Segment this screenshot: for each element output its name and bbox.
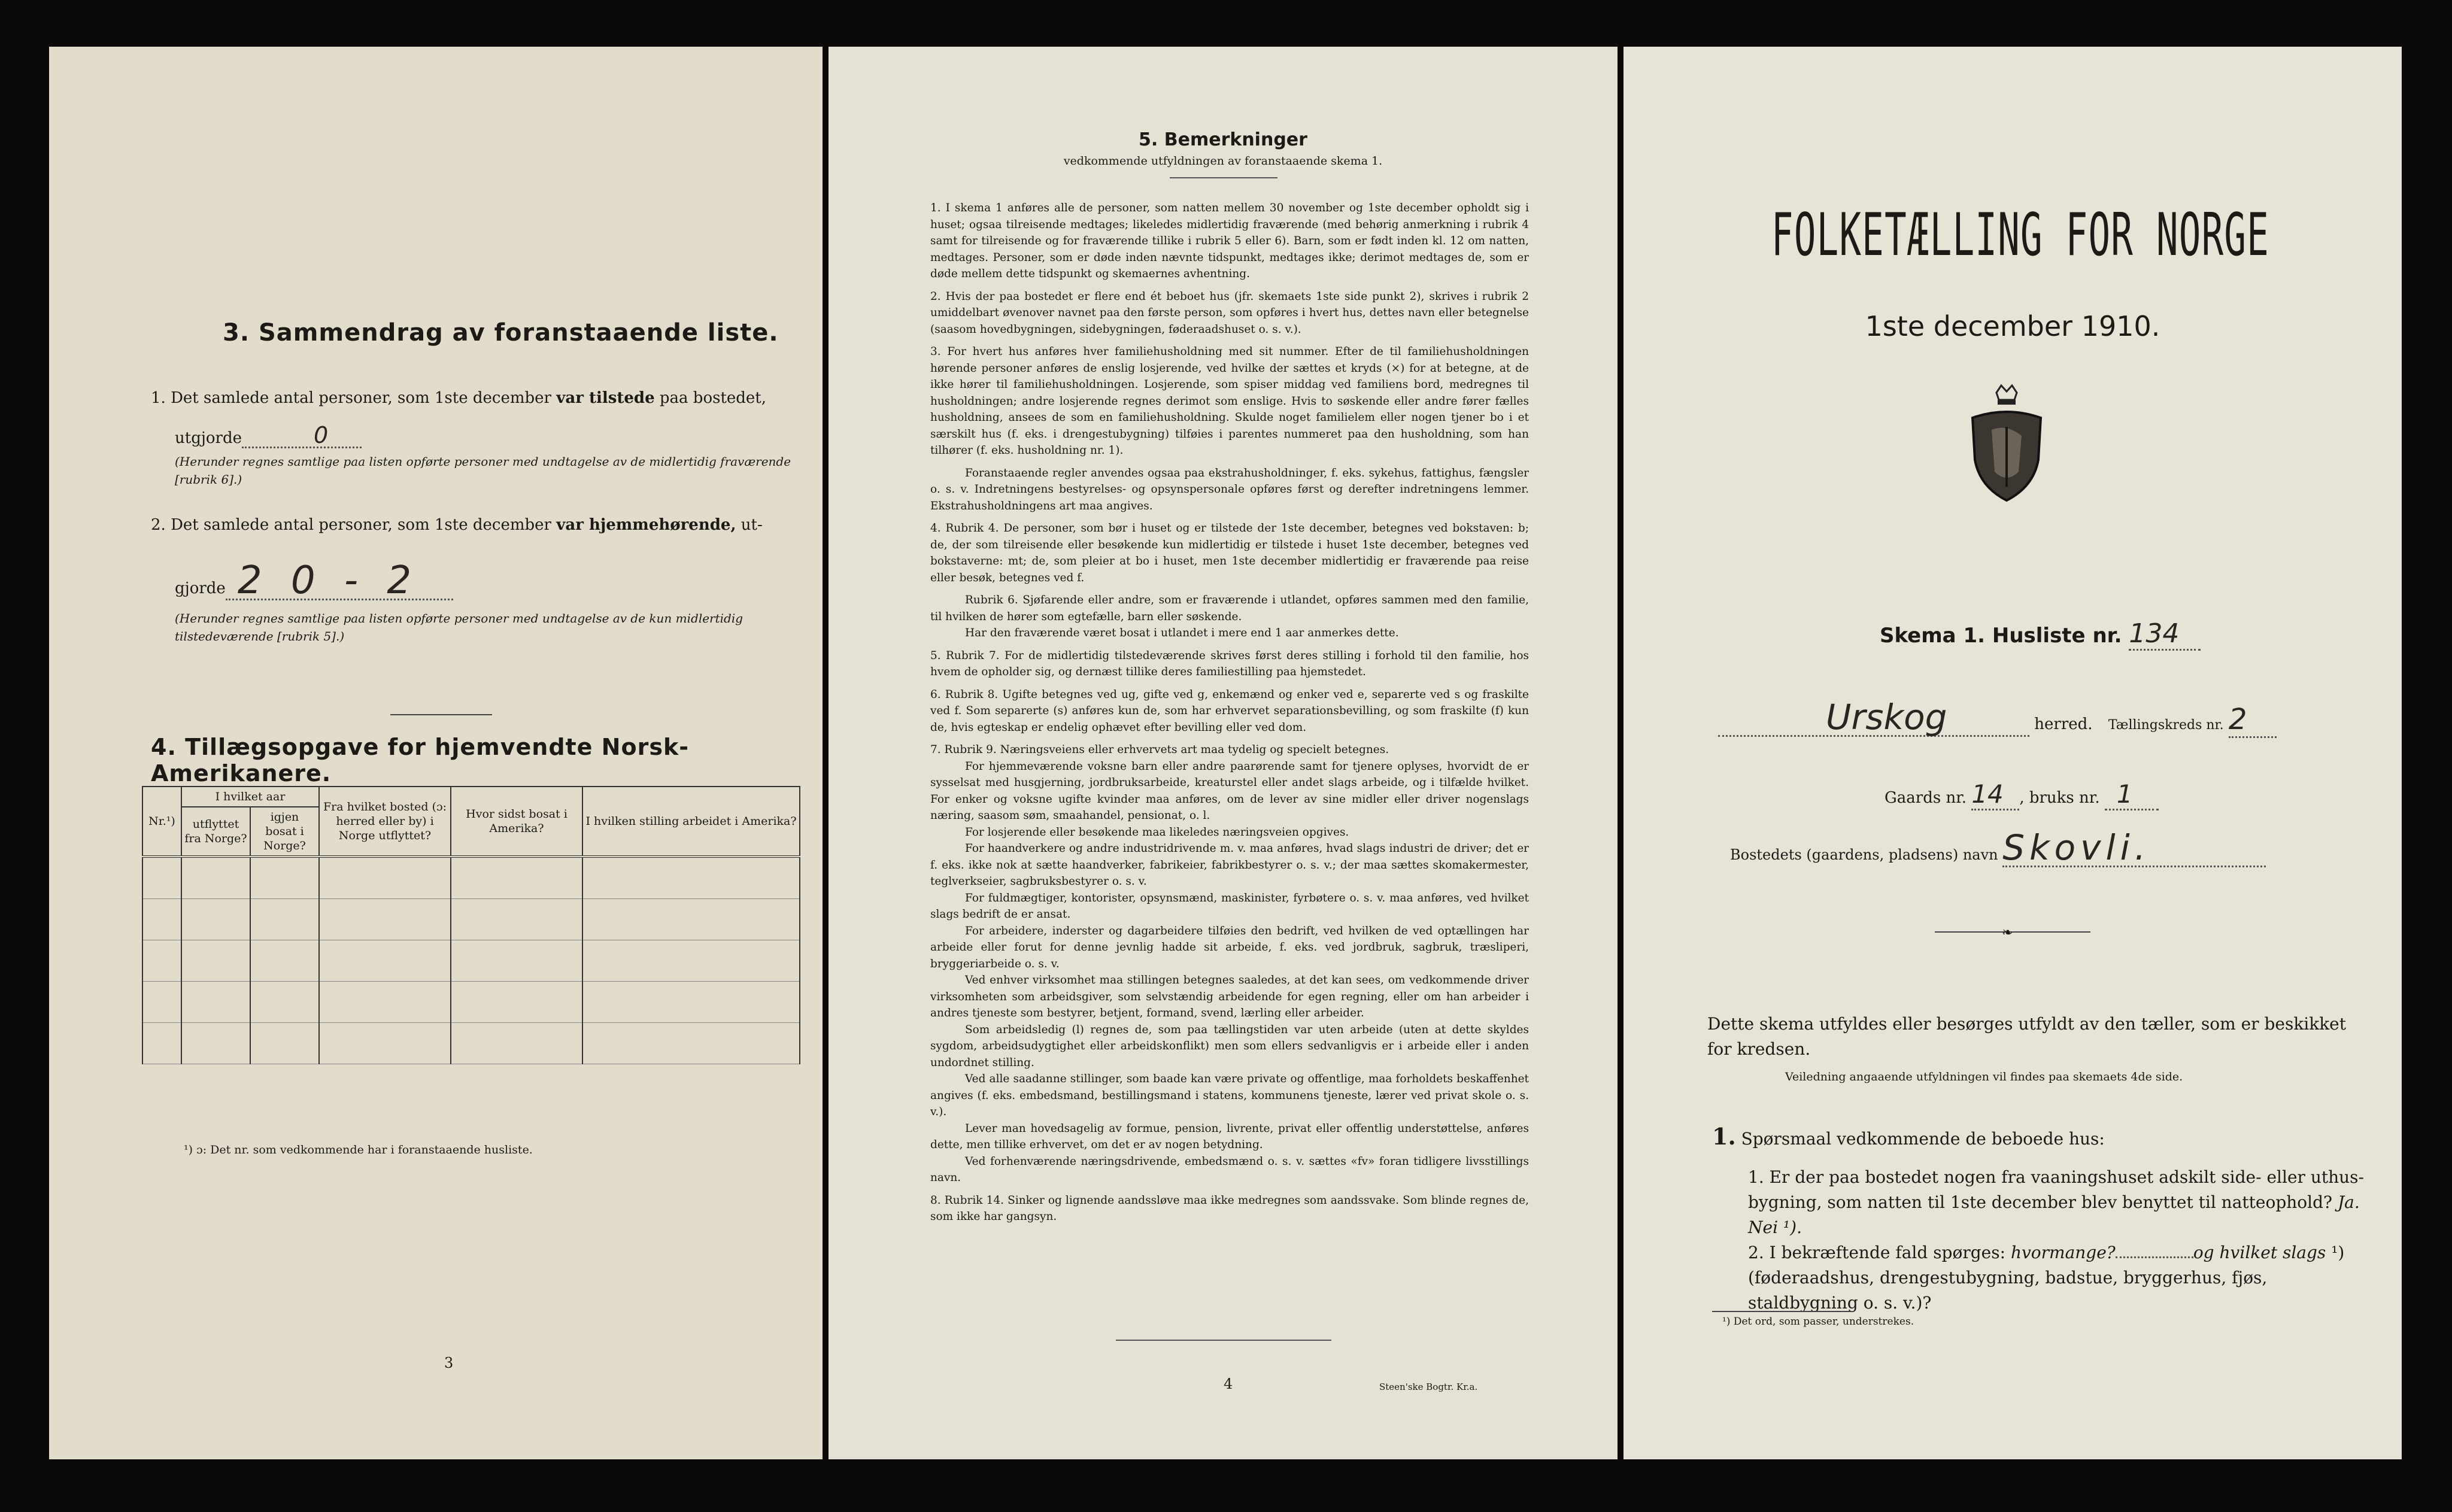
questions-header: 1. Spørsmaal vedkommende de beboede hus: bbox=[1712, 1123, 2105, 1150]
item1-value[interactable]: 0 bbox=[242, 424, 362, 448]
table-row bbox=[142, 857, 800, 899]
remark-7b: For hjemmeværende voksne barn eller andre paarørende samt for tjenere oplyses, hvorvidt de er sysselsat med husgjerning, jordbruksarbeide, kreaturstel eller andet slags arbeide, og i tilfælde hvilket. For enker og voksne ugifte kvinder maa anføres, om de lever av sine midler eller driver nogenslags næring, saasom søm, smaahandel, pensionat, o. l. bbox=[930, 760, 1529, 822]
gaards-value[interactable]: 14 bbox=[1971, 779, 2019, 810]
summary-item-2: 2. Det samlede antal personer, som 1ste december var hjemmehørende, ut- bbox=[151, 516, 763, 534]
divider bbox=[1712, 1311, 1850, 1312]
divider bbox=[1116, 1340, 1331, 1341]
census-title: FOLKETÆLLING FOR NORGE bbox=[1771, 201, 2270, 269]
norsk-amerikanere-table bbox=[142, 786, 800, 1064]
bosted-line: Bostedets (gaardens, pladsens) navn Skovli. bbox=[1730, 830, 2266, 867]
col-from-where: Fra hvilket bosted (ɔ: herred eller by) i Norge utflyttet? bbox=[319, 787, 451, 857]
remarks-body bbox=[930, 200, 1529, 1231]
remark-7h: Som arbeidsledig (l) regnes de, som paa tællingstiden var uten arbeide (uten at dette skyldes sygdom, arbeidsudygtighet eller arbeidskonflikt) men som ellers sedvanligvis er i arbeide eller i anden undordnet stilling. bbox=[930, 1023, 1529, 1069]
section4-title: 4. Tillægsopgave for hjemvendte Norsk-Amerikanere. bbox=[151, 734, 689, 787]
remark-2: 2. Hvis der paa bostedet er flere end ét beboet hus (jfr. skemaets 1ste side punkt 2), skrives i rubrik 2 umiddelbart øvenover navnet paa den første person, som opføres i hvert hus, dettes navn eller betegnelse (saasom hovedbygningen, sidebygningen, føderaadshuset o. s. v.). bbox=[930, 290, 1529, 336]
remark-4c: Har den fraværende været bosat i utlandet i mere end 1 aar anmerkes dette. bbox=[965, 627, 1399, 639]
summary-item-1: 1. Det samlede antal personer, som 1ste december var tilstede paa bostedet, bbox=[151, 389, 767, 407]
coat-of-arms-icon bbox=[1962, 382, 2052, 505]
divider bbox=[390, 714, 492, 715]
gaards-line: Gaards nr. 14 , bruks nr. 1 bbox=[1884, 779, 2159, 810]
col-year-group: I hvilket aar bbox=[181, 787, 319, 807]
remark-7k: Ved forhenværende næringsdrivende, embedsmænd o. s. v. sættes «fv» foran tidligere livsstillings navn. bbox=[930, 1155, 1529, 1184]
col-occupation: I hvilken stilling arbeidet i Amerika? bbox=[582, 787, 800, 857]
table-footnote: ¹) ɔ: Det nr. som vedkommende har i foranstaaende husliste. bbox=[184, 1143, 533, 1156]
table-row bbox=[142, 1023, 800, 1064]
remark-7g: Ved enhver virksomhet maa stillingen betegnes saaledes, at det kan sees, om vedkommende driver virksomheten som arbeidsgiver, som selvstændig arbeidende for egen regning, eller om han arbeider i andres tjeneste som bestyrer, betjent, formand, svend, lærling eller arbeider. bbox=[930, 974, 1529, 1019]
remark-7i: Ved alle saadanne stillinger, som baade kan være private og offentlige, maa forholdets beskaffenhet angives (f. eks. embedsmand, bestillingsmand i statens, kommunens tjeneste, lærer ved privat skole o. s. v.). bbox=[930, 1073, 1529, 1118]
bosted-value[interactable]: Skovli. bbox=[2002, 830, 2266, 867]
husliste-nr-value[interactable]: 134 bbox=[2129, 618, 2201, 651]
remark-7e: For fuldmægtiger, kontorister, opsynsmænd, maskinister, fyrbøtere o. s. v. maa anføres, ved hvilket slags bedrift de er ansat. bbox=[930, 891, 1529, 921]
table-row bbox=[142, 940, 800, 982]
page-right-cover bbox=[1623, 47, 2402, 1459]
remark-8: 8. Rubrik 14. Sinker og lignende aandssløve maa ikke medregnes som aandssvake. Som blinde regnes de, som ikke har gangsyn. bbox=[930, 1194, 1529, 1223]
herred-line: Urskog herred. Tællingskreds nr. 2 bbox=[1718, 699, 2365, 738]
table-row bbox=[142, 899, 800, 940]
question-2: 2. I bekræftende fald spørges: hvormange? og hvilket slags ¹) (føderaadshus, drengestubygning, badstue, bryggerhus, fjøs, staldbygning o. s. v.)? bbox=[1748, 1243, 2345, 1313]
q1-answer[interactable]: Ja. Nei ¹). bbox=[1748, 1192, 2360, 1237]
item1-line: utgjorde 0 bbox=[175, 424, 362, 450]
remark-6: 6. Rubrik 8. Ugifte betegnes ved ug, gifte ved g, enkemænd og enker ved e, separerte ved s og fraskilte ved f. Som separerte (s) anføres kun de, som har erhvervet separationsbevilling, og som fraskilte (f) kun de, hvis egteskap er endelig ophævet efter bevilling eller ved dom. bbox=[930, 688, 1529, 734]
page-middle-remarks bbox=[829, 47, 1618, 1459]
ornament-icon: ❧ bbox=[2002, 925, 2013, 940]
remark-5: 5. Rubrik 7. For de midlertidig tilstedeværende skrives først deres stilling i forhold til den familie, hos hvem de opholder sig, og dernæst tillike deres familiestilling paa hjemstedet. bbox=[930, 649, 1529, 678]
item1-note: (Herunder regnes samtlige paa listen opførte personer med undtagelse av de midlertidig fraværende [rubrik 6].) bbox=[175, 454, 791, 487]
page-number-4: 4 bbox=[1224, 1376, 1233, 1392]
remark-3: 3. For hvert hus anføres hver familiehusholdning med sit nummer. Efter de til familiehusholdningen hørende personer anføres de enslig losjerende, ved hvilke der sættes et kryds (×) for at betegne, at de ikke hører til familiehusholdningen. Losjerende, som spiser middag ved familiens bord, medregnes til husholdningen; andre losjerende regnes derimot som enslige. Hvis to søskende eller andre fører fælles husholdning, ansees de som en familiehusholdning. Skulde noget familielem eller nogen tjener bo i et særskilt hus (f. eks. i drengestubygning) tilføies i parentes nummeret paa den husholdning, som han tilhører (f. eks. husholdning nr. 1). bbox=[930, 345, 1529, 457]
herred-value[interactable]: Urskog bbox=[1718, 699, 2029, 737]
schema-label: Skema 1. Husliste nr. 134 bbox=[1880, 618, 2201, 651]
remarks-title: 5. Bemerkninger bbox=[1139, 129, 1307, 150]
page-number-3: 3 bbox=[444, 1355, 454, 1371]
item2-value[interactable]: 2 0 - 2 bbox=[226, 563, 453, 600]
cover-footnote: ¹) Det ord, som passer, understrekes. bbox=[1722, 1316, 1914, 1328]
divider bbox=[1170, 177, 1277, 178]
table-row bbox=[142, 982, 800, 1023]
remark-7f: For arbeidere, inderster og dagarbeidere tilføies den bedrift, ved hvilken de ved optællingen har arbeide eller forut for denne jevnlig hadde sit arbeide, f. eks. ved jordbruk, sagbruk, træsliperi, bryggeriarbeide o. s. v. bbox=[930, 924, 1529, 970]
remark-7j: Lever man hovedsagelig av formue, pension, livrente, privat eller offentlig understøttelse, anføres dette, men tillike erhvervet, om det er av nogen betydning. bbox=[930, 1122, 1529, 1151]
remarks-subtitle: vedkommende utfyldningen av foranstaaende skema 1. bbox=[1063, 154, 1383, 168]
remark-1: 1. I skema 1 anføres alle de personer, som natten mellem 30 november og 1ste december opholdt sig i huset; ogsaa tilreisende medtages; likeledes midlertidig fraværende (med behørig anmerkning i rubrik 4 samt for tilreisende og for fraværende tillike i rubrik 5 eller 6). Barn, som er født inden kl. 12 om natten, medtages. Personer, som er døde inden nævnte tidspunkt, medtages ikke; derimot medtages de, som er døde mellem dette tidspunkt og skemaernes avhentning. bbox=[930, 202, 1529, 280]
census-date: 1ste december 1910. bbox=[1865, 310, 2160, 342]
col-emigrated: utflyttet fra Norge? bbox=[181, 807, 250, 857]
printer-mark: Steen'ske Bogtr. Kr.a. bbox=[1379, 1382, 1478, 1392]
remark-3b: Foranstaaende regler anvendes ogsaa paa ekstrahusholdninger, f. eks. sykehus, fattighus, fængsler o. s. v. Indretningens bestyrelses- og opsynspersonale opføres først og derefter indretningens lemmer. Ekstrahusholdningens art maa angives. bbox=[930, 466, 1529, 512]
bruks-value[interactable]: 1 bbox=[2105, 779, 2159, 810]
remark-7d: For haandverkere og andre industridrivende m. v. maa anføres, hvad slags industri de driver; det er f. eks. ikke nok at sætte haandverker, fabrikeier, fabrikbestyrer o. s. v.; der maa sættes skomakermester, teglverkseier, sagbruksbestyrer o. s. v. bbox=[930, 842, 1529, 888]
instruction: Dette skema utfyldes eller besørges utfyldt av den tæller, som er beskikket for kredsen. bbox=[1707, 1014, 2347, 1059]
col-returned: igjen bosat i Norge? bbox=[250, 807, 319, 857]
col-nr: Nr.¹) bbox=[142, 787, 181, 857]
page-left-summary bbox=[49, 47, 823, 1459]
section3-title: 3. Sammendrag av foranstaaende liste. bbox=[223, 319, 779, 347]
kreds-value[interactable]: 2 bbox=[2229, 703, 2277, 738]
remark-7c: For losjerende eller besøkende maa likeledes næringsveien opgives. bbox=[965, 825, 1349, 839]
remark-4b: Rubrik 6. Sjøfarende eller andre, som er fraværende i utlandet, opføres sammen med den familie, til hvilken de hører som egtefælle, barn eller søskende. bbox=[930, 594, 1529, 623]
question-1: 1. Er der paa bostedet nogen fra vaaningshuset adskilt side- eller uthus-bygning, som natten til 1ste december blev benyttet til natteophold? Ja. Nei ¹). bbox=[1748, 1167, 2364, 1237]
q2-count-field[interactable] bbox=[2116, 1256, 2193, 1258]
item2-note: (Herunder regnes samtlige paa listen opførte personer med undtagelse av de kun midlertidig tilstedeværende [rubrik 5].) bbox=[175, 611, 744, 643]
item2-line: gjorde 2 0 - 2 bbox=[175, 563, 453, 600]
col-last-residence: Hvor sidst bosat i Amerika? bbox=[451, 787, 582, 857]
remark-4: 4. Rubrik 4. De personer, som bør i huset og er tilstede der 1ste december, betegnes ved bokstaven: b; de, der som tilreisende eller besøkende kun midlertidig er tilstede i huset 1ste december, betegnes ved bokstaverne: mt; de, som pleier at bo i huset, men 1ste december midlertidig er fraværende paa reise eller besøk, betegnes ved f. bbox=[930, 522, 1529, 584]
remark-7: 7. Rubrik 9. Næringsveiens eller erhvervets art maa tydelig og specielt betegnes. bbox=[930, 743, 1389, 756]
guidance: Veiledning angaaende utfyldningen vil findes paa skemaets 4de side. bbox=[1785, 1070, 2183, 1083]
